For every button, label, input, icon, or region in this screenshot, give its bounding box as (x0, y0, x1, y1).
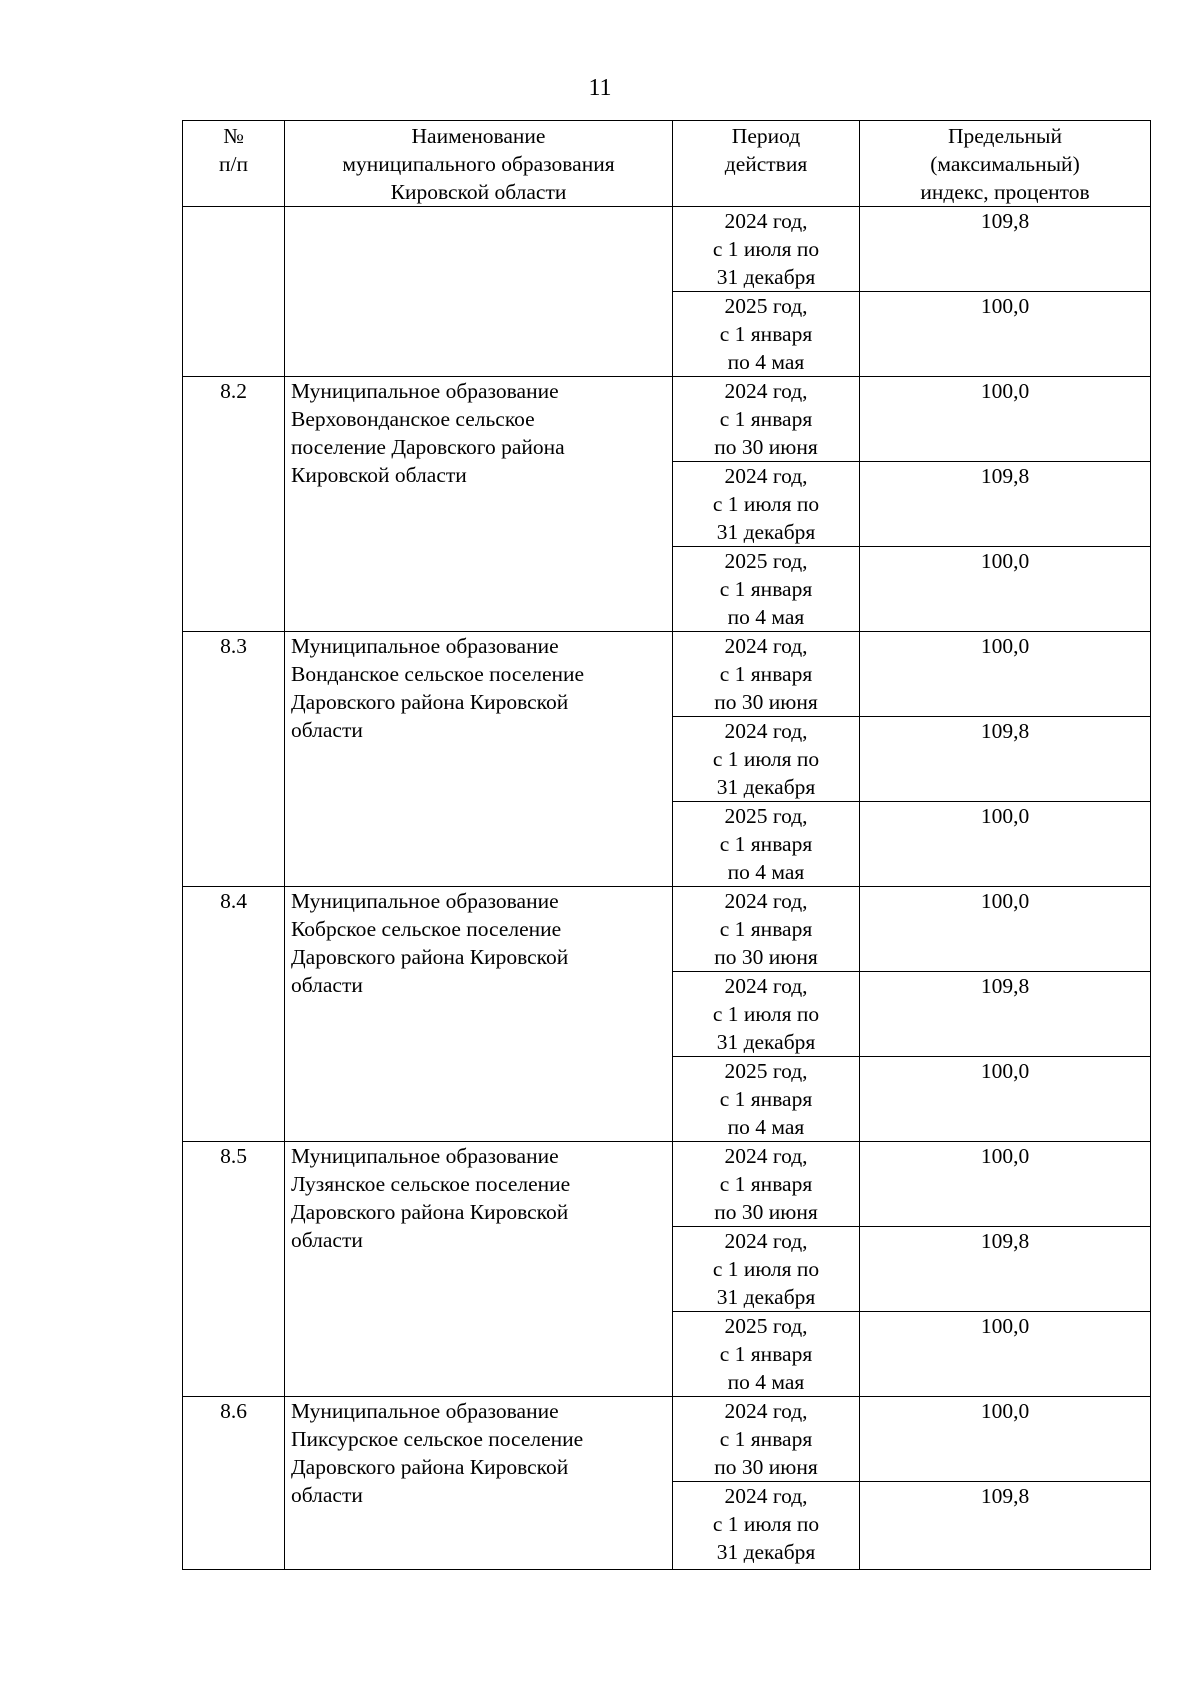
cell-line: по 30 июня (714, 1200, 818, 1224)
cell-line: с 1 июля по (712, 747, 820, 771)
name-cell (285, 1142, 673, 1397)
cell-line: по 30 июня (714, 945, 818, 969)
period-cell (673, 632, 860, 717)
cell-line: Пиксурское сельское поселение (291, 1427, 584, 1451)
index-value: 100,0 (980, 889, 1030, 913)
period-cell (673, 547, 860, 632)
index-cell (860, 972, 1151, 1057)
cell-line: с 1 января (719, 1172, 813, 1196)
index-table (182, 120, 1151, 1570)
cell-line: 2024 год, (724, 1144, 808, 1168)
period-cell (673, 802, 860, 887)
period-cell (673, 717, 860, 802)
index-value: 109,8 (980, 209, 1030, 233)
header-index: Предельный (максимальный) индекс, процентов (860, 121, 1151, 207)
cell-line: 2024 год, (724, 1484, 808, 1508)
index-cell (860, 1397, 1151, 1482)
cell-line: с 1 июля по (712, 1512, 820, 1536)
num-cell (183, 207, 285, 377)
index-cell (860, 547, 1151, 632)
cell-line: с 1 января (719, 662, 813, 686)
period-cell (673, 207, 860, 292)
table-row (183, 1142, 1151, 1227)
item-number: 8.5 (220, 1144, 247, 1168)
cell-line: по 4 мая (727, 1115, 805, 1139)
cell-line: 31 декабря (716, 1030, 816, 1054)
cell-line: 2024 год, (724, 1229, 808, 1253)
cell-line: 2024 год, (724, 889, 808, 913)
cell-line: по 30 июня (714, 435, 818, 459)
cell-line: Муниципальное образование (291, 889, 559, 913)
cell-line: по 4 мая (727, 860, 805, 884)
cell-line: области (291, 718, 363, 742)
index-cell (860, 717, 1151, 802)
table-row (183, 207, 1151, 292)
cell-line: 31 декабря (716, 1285, 816, 1309)
cell-line: области (291, 1228, 363, 1252)
cell-line: Даровского района Кировской (291, 690, 569, 714)
cell-line: по 4 мая (727, 605, 805, 629)
table-row (183, 887, 1151, 972)
cell-line: Лузянское сельское поселение (291, 1172, 571, 1196)
cell-line: с 1 января (719, 1342, 813, 1366)
cell-line: 2025 год, (724, 1059, 808, 1083)
cell-line: 31 декабря (716, 265, 816, 289)
table-row (183, 377, 1151, 462)
page-number: 11 (588, 75, 612, 101)
index-value: 100,0 (980, 1059, 1030, 1083)
period-cell (673, 292, 860, 377)
header-name: Наименование муниципального образования Кировской области (285, 121, 673, 207)
cell-line: 31 декабря (716, 775, 816, 799)
index-cell (860, 462, 1151, 547)
cell-line: Даровского района Кировской (291, 1455, 569, 1479)
cell-line: Кировской области (291, 463, 467, 487)
index-cell (860, 1312, 1151, 1397)
cell-line: по 30 июня (714, 1455, 818, 1479)
index-value: 100,0 (980, 379, 1030, 403)
cell-line: с 1 июля по (712, 237, 820, 261)
header-period: Период действия (673, 121, 860, 207)
header-num: № п/п (183, 121, 285, 207)
name-cell (285, 377, 673, 632)
cell-line: Даровского района Кировской (291, 1200, 569, 1224)
period-cell (673, 462, 860, 547)
period-cell (673, 1142, 860, 1227)
period-cell (673, 377, 860, 462)
num-cell (183, 377, 285, 632)
cell-line: Муниципальное образование (291, 634, 559, 658)
period-cell (673, 1312, 860, 1397)
period-cell (673, 1057, 860, 1142)
cell-line: поселение Даровского района (291, 435, 565, 459)
index-cell (860, 1142, 1151, 1227)
index-value: 109,8 (980, 974, 1030, 998)
index-cell (860, 377, 1151, 462)
item-number: 8.6 (220, 1399, 247, 1423)
cell-line: Верховонданское сельское (291, 407, 535, 431)
num-cell (183, 632, 285, 887)
cell-line: с 1 июля по (712, 1257, 820, 1281)
name-cell (285, 1397, 673, 1570)
num-cell (183, 887, 285, 1142)
cell-line: области (291, 1483, 363, 1507)
cell-line: по 30 июня (714, 690, 818, 714)
index-cell (860, 292, 1151, 377)
cell-line: по 4 мая (727, 1370, 805, 1394)
num-cell (183, 1397, 285, 1570)
cell-line: с 1 января (719, 832, 813, 856)
cell-line: 2024 год, (724, 634, 808, 658)
cell-line: с 1 января (719, 322, 813, 346)
item-number: 8.3 (220, 634, 247, 658)
cell-line: Муниципальное образование (291, 1144, 559, 1168)
period-cell (673, 972, 860, 1057)
cell-line: 2025 год, (724, 1314, 808, 1338)
cell-line: с 1 января (719, 917, 813, 941)
index-cell (860, 1482, 1151, 1570)
cell-line: 2024 год, (724, 464, 808, 488)
item-number: 8.2 (220, 379, 247, 403)
cell-line: 31 декабря (716, 520, 816, 544)
cell-line: с 1 января (719, 1427, 813, 1451)
index-value: 100,0 (980, 1144, 1030, 1168)
name-cell (285, 207, 673, 377)
index-value: 100,0 (980, 804, 1030, 828)
index-value: 100,0 (980, 294, 1030, 318)
index-cell (860, 632, 1151, 717)
item-number: 8.4 (220, 889, 247, 913)
cell-line: Даровского района Кировской (291, 945, 569, 969)
cell-line: 2024 год, (724, 379, 808, 403)
period-cell (673, 887, 860, 972)
table-row (183, 1397, 1151, 1482)
cell-line: 2024 год, (724, 974, 808, 998)
cell-line: Вонданское сельское поселение (291, 662, 585, 686)
table-header-row (183, 121, 1151, 207)
index-value: 109,8 (980, 464, 1030, 488)
cell-line: 2024 год, (724, 719, 808, 743)
index-cell (860, 1227, 1151, 1312)
index-value: 100,0 (980, 549, 1030, 573)
index-cell (860, 207, 1151, 292)
cell-line: с 1 января (719, 407, 813, 431)
num-cell (183, 1142, 285, 1397)
index-cell (860, 1057, 1151, 1142)
cell-line: Муниципальное образование (291, 379, 559, 403)
cell-line: Кобрское сельское поселение (291, 917, 562, 941)
cell-line: области (291, 973, 363, 997)
cell-line: 31 декабря (716, 1540, 816, 1564)
cell-line: с 1 июля по (712, 1002, 820, 1026)
index-value: 109,8 (980, 1229, 1030, 1253)
cell-line: 2024 год, (724, 1399, 808, 1423)
index-cell (860, 802, 1151, 887)
index-value: 100,0 (980, 1399, 1030, 1423)
index-value: 109,8 (980, 719, 1030, 743)
cell-line: 2024 год, (724, 209, 808, 233)
index-cell (860, 887, 1151, 972)
index-value: 100,0 (980, 1314, 1030, 1338)
cell-line: с 1 июля по (712, 492, 820, 516)
cell-line: 2025 год, (724, 804, 808, 828)
cell-line: Муниципальное образование (291, 1399, 559, 1423)
cell-line: с 1 января (719, 577, 813, 601)
name-cell (285, 632, 673, 887)
index-value: 109,8 (980, 1484, 1030, 1508)
name-cell (285, 887, 673, 1142)
cell-line: по 4 мая (727, 350, 805, 374)
index-value: 100,0 (980, 634, 1030, 658)
cell-line: 2025 год, (724, 549, 808, 573)
cell-line: с 1 января (719, 1087, 813, 1111)
period-cell (673, 1227, 860, 1312)
table-row (183, 632, 1151, 717)
cell-line: 2025 год, (724, 294, 808, 318)
period-cell (673, 1482, 860, 1570)
period-cell (673, 1397, 860, 1482)
table-body (183, 207, 1151, 1570)
